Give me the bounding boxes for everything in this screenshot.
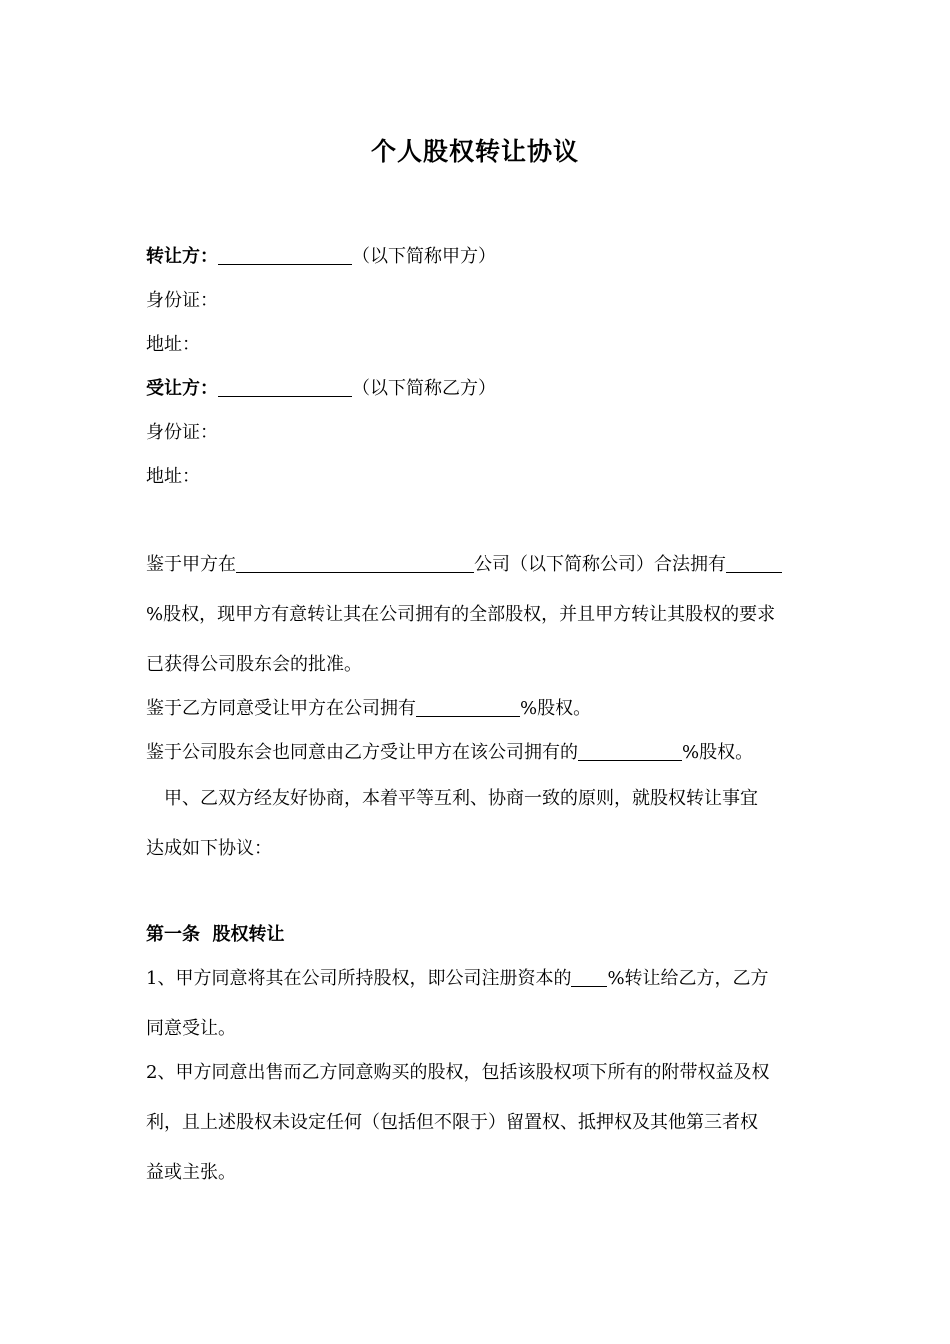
recital-1-text-a: 鉴于甲方在 xyxy=(146,554,236,575)
clause-1-text-a: 1、甲方同意将其在公司所持股权，即公司注册资本的 xyxy=(146,968,572,989)
transferee-blank xyxy=(218,376,352,397)
recital-1-line-2: %股权，现甲方有意转让其在公司拥有的全部股权，并且甲方转让其股权的要求 xyxy=(146,604,776,625)
article-1-heading: 第一条 股权转让 xyxy=(146,924,285,945)
clause-1-line-1 xyxy=(146,966,769,992)
recital-1-line-3: 已获得公司股东会的批准。 xyxy=(146,654,362,675)
clause-1-text-b: %转让给乙方，乙方 xyxy=(607,968,769,989)
id-line-2: 身份证： xyxy=(146,422,218,443)
recital-1-text-b: 公司（以下简称公司）合法拥有 xyxy=(474,554,726,575)
recital-4-line-1: 甲、乙双方经友好协商，本着平等互利、协商一致的原则，就股权转让事宜 xyxy=(164,788,758,809)
transferor-line xyxy=(146,244,496,270)
company-name-blank xyxy=(236,552,474,573)
clause-1-line-2: 同意受让。 xyxy=(146,1018,236,1039)
clause-2-line-2: 利，且上述股权未设定任何（包括但不限于）留置权、抵押权及其他第三者权 xyxy=(146,1112,758,1133)
transferee-label: 受让方： xyxy=(146,378,218,399)
transferee-line xyxy=(146,376,496,402)
recital-1-line-1 xyxy=(146,552,782,578)
recital-2-text-b: %股权。 xyxy=(520,698,592,719)
clause-2-line-3: 益或主张。 xyxy=(146,1162,236,1183)
percentage-blank-2 xyxy=(416,696,520,717)
recital-2-text-a: 鉴于乙方同意受让甲方在公司拥有 xyxy=(146,698,416,719)
transferee-note: （以下简称乙方） xyxy=(352,378,496,399)
recital-3-text-b: %股权。 xyxy=(682,742,754,763)
clause-2-line-1: 2、甲方同意出售而乙方同意购买的股权，包括该股权项下所有的附带权益及权 xyxy=(146,1062,770,1083)
percentage-blank-4 xyxy=(571,966,607,987)
transferor-note: （以下简称甲方） xyxy=(352,246,496,267)
recital-3 xyxy=(146,740,753,766)
transferor-label: 转让方： xyxy=(146,246,218,267)
percentage-blank-1 xyxy=(726,552,782,573)
percentage-blank-3 xyxy=(578,740,682,761)
address-line-1: 地址： xyxy=(146,334,200,355)
transferor-blank xyxy=(218,244,352,265)
id-line-1: 身份证： xyxy=(146,290,218,311)
recital-2 xyxy=(146,696,591,722)
address-line-2: 地址： xyxy=(146,466,200,487)
recital-4-line-2: 达成如下协议： xyxy=(146,838,272,859)
document-title: 个人股权转让协议 xyxy=(370,137,579,166)
recital-3-text-a: 鉴于公司股东会也同意由乙方受让甲方在该公司拥有的 xyxy=(146,742,578,763)
